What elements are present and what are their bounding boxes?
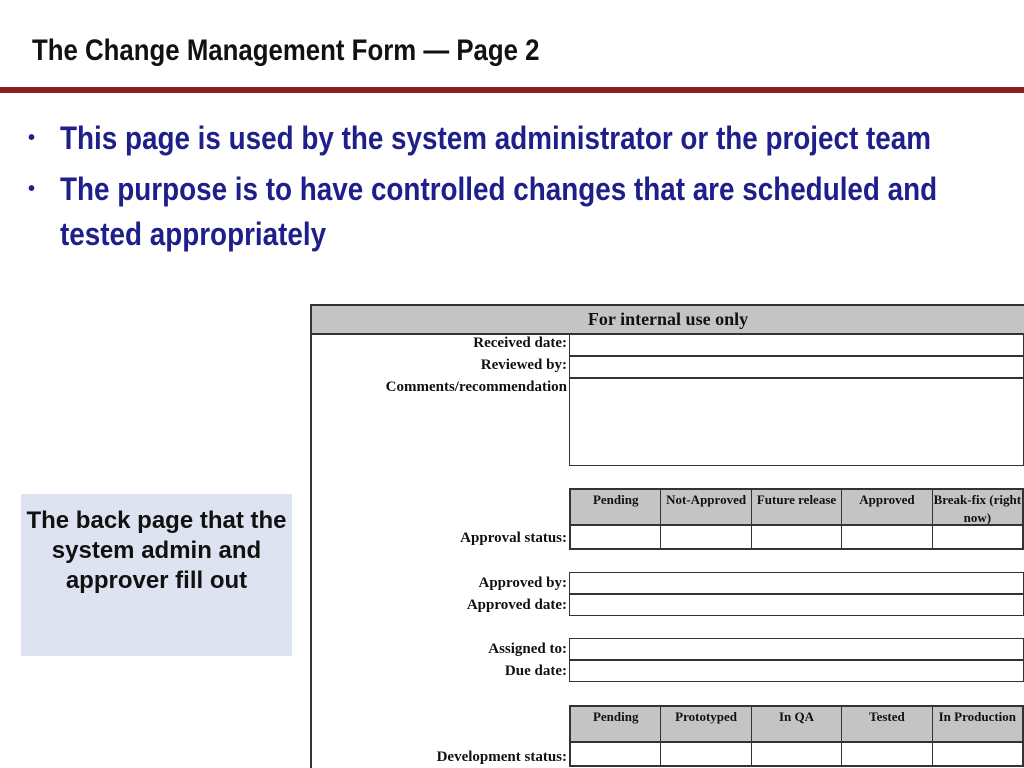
approval-cell[interactable] xyxy=(571,526,661,548)
development-cell[interactable] xyxy=(752,743,842,765)
approved-date-field[interactable] xyxy=(569,594,1024,616)
bullet-item xyxy=(28,167,1024,257)
approval-option: Approved xyxy=(842,490,932,524)
development-cell[interactable] xyxy=(571,743,661,765)
development-status-label: Development status: xyxy=(436,749,567,765)
bullet-item xyxy=(28,116,1024,161)
bullet-list xyxy=(28,116,1024,263)
comments-field[interactable] xyxy=(569,378,1024,466)
reviewed-by-label: Reviewed by: xyxy=(480,357,567,373)
comments-label: Comments/recommendation xyxy=(385,379,567,395)
change-form xyxy=(310,304,1024,768)
development-cell[interactable] xyxy=(661,743,751,765)
approved-by-field[interactable] xyxy=(569,572,1024,594)
approval-options-header xyxy=(569,488,1024,526)
approval-option: Not-Approved xyxy=(661,490,751,524)
approved-by-label: Approved by: xyxy=(478,575,567,591)
development-status-row xyxy=(569,743,1024,767)
approved-date-label: Approved date: xyxy=(466,597,567,613)
development-option: Prototyped xyxy=(661,707,751,741)
development-option: In QA xyxy=(752,707,842,741)
slide-title: The Change Management Form — Page 2 xyxy=(32,34,540,67)
development-option: Pending xyxy=(571,707,661,741)
approval-cell[interactable] xyxy=(842,526,932,548)
bullet-text: The purpose is to have controlled changes that are scheduled and tested appropriately xyxy=(60,171,938,252)
approval-option: Break-fix (right now) xyxy=(933,492,1022,525)
assigned-to-label: Assigned to: xyxy=(488,641,567,657)
approval-status-row xyxy=(569,526,1024,550)
development-option: Tested xyxy=(842,707,932,741)
received-date-field[interactable] xyxy=(569,334,1024,356)
form-header: For internal use only xyxy=(312,306,1024,335)
approval-cell[interactable] xyxy=(661,526,751,548)
callout-box: The back page that the system admin and approver fill out xyxy=(21,494,292,656)
development-option: In Production xyxy=(938,709,1017,724)
development-options-header xyxy=(569,705,1024,743)
approval-status-label: Approval status: xyxy=(460,530,567,546)
development-cell[interactable] xyxy=(933,743,1022,765)
approval-option: Future release xyxy=(752,490,842,524)
due-date-field[interactable] xyxy=(569,660,1024,682)
approval-cell[interactable] xyxy=(752,526,842,548)
bullet-text: This page is used by the system administrator or the project team xyxy=(60,120,932,156)
title-divider xyxy=(0,87,1024,93)
bullet-dot-icon: • xyxy=(28,127,36,149)
assigned-to-field[interactable] xyxy=(569,638,1024,660)
development-cell[interactable] xyxy=(842,743,932,765)
bullet-dot-icon: • xyxy=(28,178,36,200)
reviewed-by-field[interactable] xyxy=(569,356,1024,378)
received-date-label: Received date: xyxy=(473,335,567,351)
approval-option: Pending xyxy=(571,490,661,524)
approval-cell[interactable] xyxy=(933,526,1022,548)
due-date-label: Due date: xyxy=(504,663,567,679)
